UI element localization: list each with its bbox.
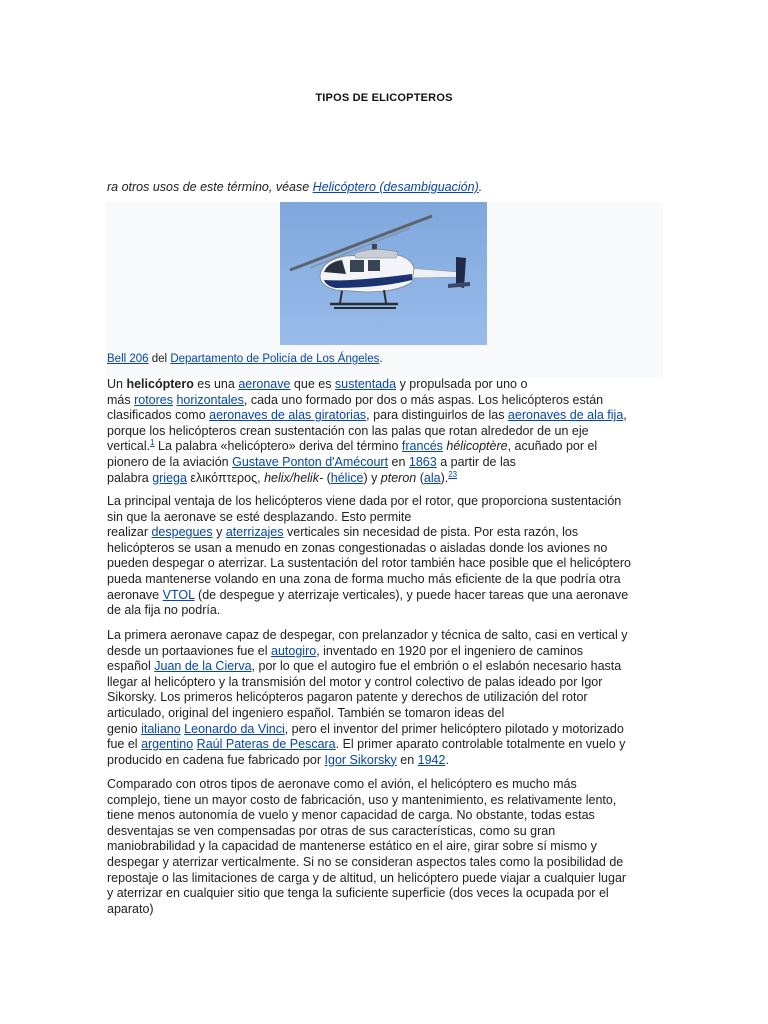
paragraph-comparacion [107, 777, 663, 917]
text-line: Comparado con otros tipos de aeronave como el avión, el helicóptero es mucho más [107, 777, 577, 791]
link-helice[interactable]: hélice [330, 470, 364, 485]
link-aterrizajes[interactable]: aterrizajes [225, 525, 284, 540]
caption-link-police-department[interactable]: Departamento de Policía de Los Ángeles [170, 353, 380, 365]
caption-link-bell-206[interactable]: Bell 206 [107, 353, 149, 365]
hatnote-text: ra otros usos de este término, véase [107, 180, 313, 194]
text-line: maniobrabilidad y la capacidad de mantenerse estático en el aire, girar sobre sí mismo y [107, 839, 597, 854]
text-line: y aterrizar en cualquier sitio que tenga la suficiente superficie (dos veces la ocupada por el [107, 886, 609, 901]
link-sustentada[interactable]: sustentada [334, 377, 397, 391]
text-line: tiene menos autonomía de vuelo y menor capacidad de carga. No obstante, todas estas [107, 808, 595, 823]
link-horizontales[interactable]: horizontales [176, 392, 244, 407]
paragraph-ventajas: La principal ventaja de los helicópteros viene dada por el rotor, que proporciona sustentación sin que la aeronave se esté desplazando. Esto permite realizar despegues y aterrizajes verticales sin necesidad de pista. Por esta razón, los helicópteros se usan a menudo en zonas congestionadas o aisladas donde los aviones no pueden despegar o aterrizar. La sustentación del rotor también hace posible que el helicóptero pueda mantenerse volando en una zona de forma mucho más eficiente de la que podría otra aeronave VTOL (de despegue y aterrizaje verticales), y puede hacer tareas que una aeronave de ala fija no podría. [107, 494, 631, 618]
text-line: despegar y aterrizar verticalmente. Si no se consideran aspectos tales como la posibilidad de [107, 854, 624, 869]
link-juan-de-la-cierva[interactable]: Juan de la Cierva [154, 659, 252, 674]
hatnote [107, 179, 667, 195]
document-title: TIPOS DE ELICOPTEROS [315, 92, 453, 104]
link-autogiro[interactable]: autogiro [271, 643, 317, 658]
link-gustave-ponton[interactable]: Gustave Ponton d'Amécourt [232, 454, 389, 469]
hatnote-end: . [478, 180, 483, 194]
text-line: aparato) [107, 901, 154, 916]
term-helicoptero: helicóptero [126, 377, 194, 391]
text-line: repostaje o las limitaciones de carga y de altitud, un helicóptero puede viajar a cualquier lugar [107, 870, 627, 885]
helicopter-illustration [280, 202, 487, 345]
link-rotores[interactable]: rotores [134, 392, 173, 407]
paragraph-intro: Un helicóptero es una aeronave que es sustentada y propulsada por uno o más rotores horizontales, cada uno formado por dos o más aspas. Los helicópteros están clasificados como aeronaves de alas giratorias, para distinguirlos de las aeronaves de ala fija, porque los helicópteros crean sustentación con las palas que rotan alrededor de un eje vertical.$^1$ La palabra «helicóptero» deriva del término francés hélicoptère, acuñado por el pionero de la aviación Gustave Ponton d'Amécourt en 1863 a partir de las palabra griega ελικόπτερος, helix/helik- (hélice) y pteron (ala).$^{23}$ [107, 377, 627, 485]
paragraph-historia: La primera aeronave capaz de despegar, con prelanzador y técnica de salto, casi en vertical y desde un portaaviones fue el autogiro, inventado en 1920 por el ingeniero de caminos español Juan de la Cierva, por lo que el autogiro fue el embrión o el eslabón necesario hasta llegar al helicóptero y la transmisión del motor y control colectivo de palas ideado por Igor Sikorsky. Los primeros helicópteros pagaron patente y derechos de utilización del rotor articulado, original del ingeniero español. También se tomaron ideas del genio italiano Leonardo da Vinci, pero el inventor del primer helicóptero pilotado y motorizado fue el argentino Raúl Pateras de Pescara. El primer aparato controlable totalmente en vuelo y producido en cadena fue fabricado por Igor Sikorsky en 1942. [107, 628, 628, 767]
link-argentino[interactable]: argentino [141, 737, 194, 752]
text-line: complejo, tiene un mayor costo de fabricación, uso y mantenimiento, es relativamente lento, [107, 792, 617, 807]
link-italiano[interactable]: italiano [141, 721, 181, 736]
link-ala[interactable]: ala [423, 470, 441, 485]
reference-23[interactable]: 23 [448, 469, 458, 479]
link-vtol[interactable]: VTOL [162, 587, 195, 602]
link-1942[interactable]: 1942 [417, 752, 446, 767]
figure-caption: Bell 206 del Departamento de Policía de Los Ángeles. [107, 353, 383, 365]
link-aeronave[interactable]: aeronave [238, 377, 291, 391]
disambiguation-link[interactable]: Helicóptero (desambiguación) [312, 180, 479, 194]
link-igor-sikorsky[interactable]: Igor Sikorsky [324, 752, 397, 767]
link-1863[interactable]: 1863 [408, 454, 437, 469]
link-griega[interactable]: griega [152, 470, 187, 485]
text-line: desventajas se ven compensadas por otras de sus características, como su gran [107, 823, 556, 838]
link-raul-pateras-de-pescara[interactable]: Raúl Pateras de Pescara [196, 737, 336, 752]
link-despegues[interactable]: despegues [151, 525, 213, 540]
link-aeronaves-alas-giratorias[interactable]: aeronaves de alas giratorias [209, 408, 367, 423]
link-aeronaves-ala-fija[interactable]: aeronaves de ala fija [507, 408, 624, 423]
reference-1[interactable]: 1 [150, 438, 155, 448]
link-leonardo-da-vinci[interactable]: Leonardo da Vinci [184, 721, 285, 736]
figure [106, 202, 663, 377]
helicopter-photo[interactable] [280, 202, 487, 345]
link-frances[interactable]: francés [401, 439, 443, 454]
